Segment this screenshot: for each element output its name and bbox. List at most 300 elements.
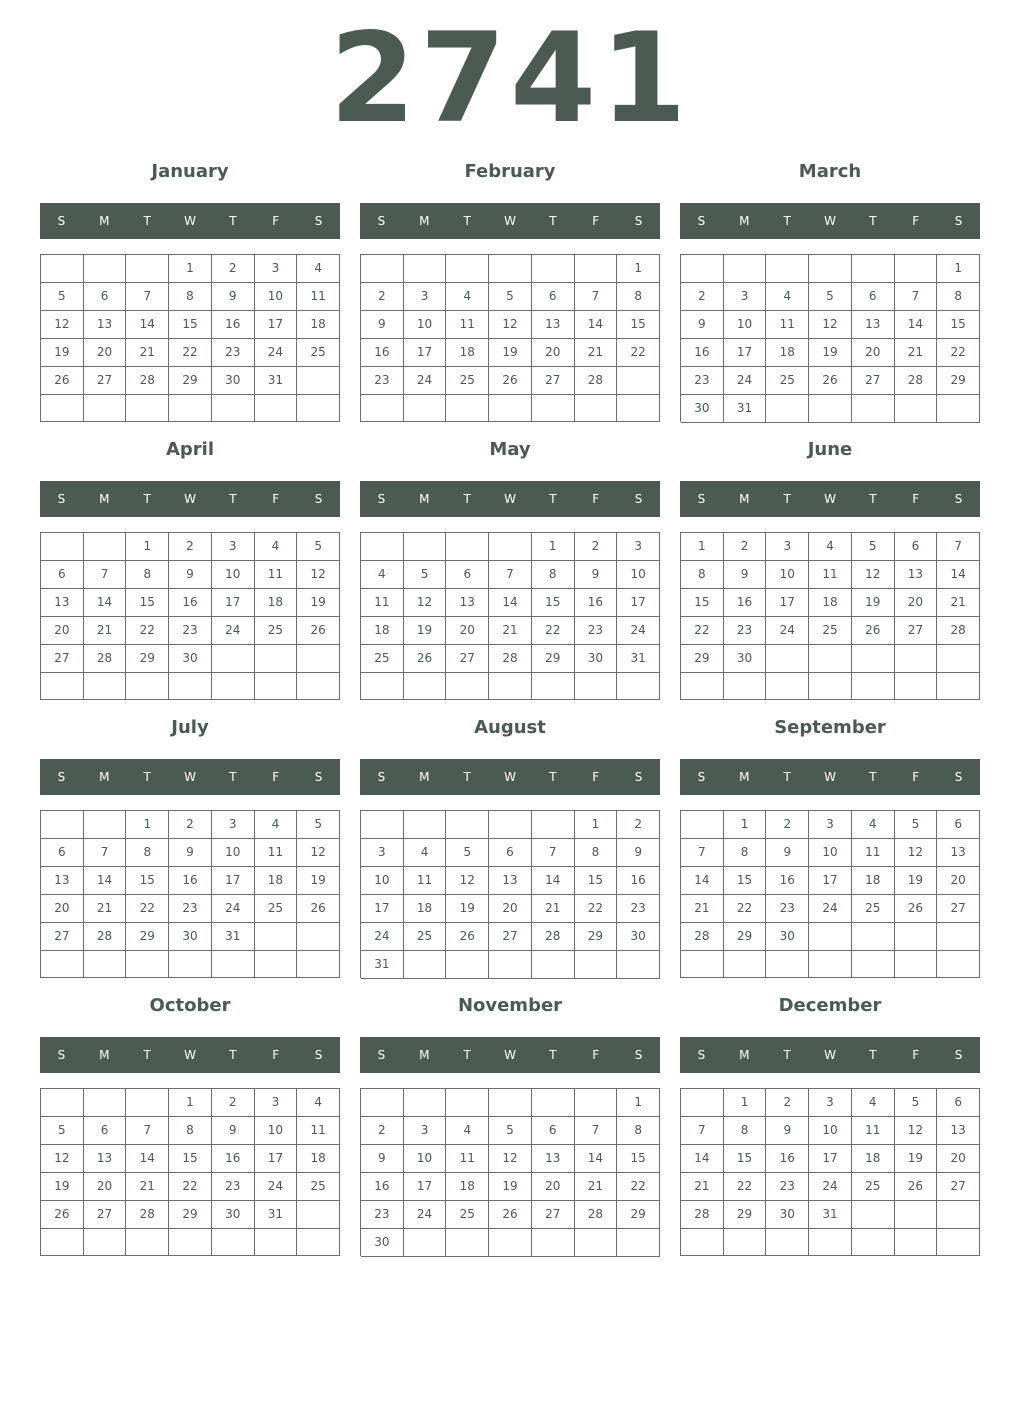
month-title: October — [149, 995, 231, 1016]
day-cell: 27 — [41, 923, 84, 951]
day-cell: 3 — [766, 533, 809, 561]
day-cell: 25 — [404, 923, 447, 951]
day-cell: 1 — [937, 255, 980, 283]
empty-day-cell — [169, 673, 212, 700]
day-cell: 4 — [766, 283, 809, 311]
empty-day-cell — [681, 811, 724, 839]
empty-day-cell — [41, 1229, 84, 1256]
weekday-header — [680, 481, 980, 517]
empty-day-cell — [617, 1229, 660, 1257]
empty-day-cell — [255, 923, 298, 951]
day-cell: 19 — [895, 1145, 938, 1173]
day-cell: 31 — [617, 645, 660, 673]
day-cell: 11 — [361, 589, 404, 617]
day-cell: 21 — [681, 895, 724, 923]
day-cell: 31 — [809, 1201, 852, 1229]
day-cell: 13 — [41, 589, 84, 617]
day-cell: 9 — [766, 839, 809, 867]
day-cell: 5 — [895, 811, 938, 839]
day-cell: 13 — [852, 311, 895, 339]
empty-day-cell — [681, 255, 724, 283]
day-cell: 29 — [169, 1201, 212, 1229]
month-title: August — [474, 717, 546, 738]
day-cell: 16 — [724, 589, 767, 617]
weekday-header — [40, 203, 340, 239]
day-cell: 24 — [809, 1173, 852, 1201]
day-cell: 27 — [852, 367, 895, 395]
day-cell: 5 — [297, 533, 340, 561]
weekday-label: T — [463, 770, 471, 784]
day-cell: 7 — [84, 561, 127, 589]
empty-day-cell — [446, 951, 489, 979]
day-cell: 28 — [575, 367, 618, 395]
day-cell: 3 — [404, 283, 447, 311]
day-cell: 5 — [446, 839, 489, 867]
weekday-label: M — [99, 770, 110, 784]
day-cell: 10 — [255, 1117, 298, 1145]
day-cell: 28 — [84, 645, 127, 673]
day-cell: 4 — [255, 811, 298, 839]
month-title: November — [457, 995, 563, 1016]
empty-day-cell — [937, 645, 980, 673]
weekday-label: T — [463, 1048, 471, 1062]
weekday-label: M — [419, 770, 430, 784]
day-cell: 28 — [895, 367, 938, 395]
day-cell: 19 — [297, 589, 340, 617]
day-cell: 12 — [297, 561, 340, 589]
day-cell: 7 — [126, 1117, 169, 1145]
weekday-label: M — [99, 492, 110, 506]
weekday-label: T — [143, 492, 151, 506]
day-cell: 24 — [617, 617, 660, 645]
day-cell: 29 — [724, 1201, 767, 1229]
day-cell: 28 — [681, 923, 724, 951]
day-cell: 10 — [724, 311, 767, 339]
day-cell: 13 — [937, 1117, 980, 1145]
day-cell: 12 — [852, 561, 895, 589]
empty-day-cell — [404, 811, 447, 839]
weekday-label: F — [272, 492, 280, 506]
day-cell: 15 — [169, 1145, 212, 1173]
weekday-label: M — [99, 1048, 110, 1062]
day-cell: 24 — [255, 1173, 298, 1201]
day-cell: 2 — [766, 1089, 809, 1117]
day-cell: 8 — [724, 839, 767, 867]
day-cell: 13 — [937, 839, 980, 867]
day-cell: 19 — [489, 1173, 532, 1201]
month-title: March — [798, 161, 862, 182]
day-cell: 26 — [297, 617, 340, 645]
weekday-label: S — [634, 214, 643, 228]
day-cell: 21 — [532, 895, 575, 923]
empty-day-cell — [937, 1229, 980, 1256]
empty-day-cell — [404, 395, 447, 422]
day-cell: 19 — [809, 339, 852, 367]
day-cell: 10 — [404, 311, 447, 339]
day-cell: 3 — [255, 255, 298, 283]
day-cell: 1 — [617, 255, 660, 283]
weekday-header — [360, 759, 660, 795]
day-cell: 16 — [766, 1145, 809, 1173]
day-cell: 8 — [617, 1117, 660, 1145]
day-cell: 30 — [766, 1201, 809, 1229]
day-cell: 14 — [84, 589, 127, 617]
day-cell: 28 — [126, 1201, 169, 1229]
weekday-label: W — [504, 770, 516, 784]
day-cell: 6 — [852, 283, 895, 311]
day-cell: 15 — [617, 1145, 660, 1173]
empty-day-cell — [937, 395, 980, 423]
weekday-label: T — [143, 1048, 151, 1062]
day-cell: 8 — [169, 1117, 212, 1145]
day-cell: 9 — [169, 561, 212, 589]
weekday-label: T — [463, 214, 471, 228]
day-cell: 14 — [532, 867, 575, 895]
weekday-label: W — [184, 1048, 196, 1062]
day-cell: 23 — [617, 895, 660, 923]
empty-day-cell — [404, 673, 447, 700]
day-cell: 26 — [809, 367, 852, 395]
day-cell: 1 — [169, 255, 212, 283]
day-cell: 2 — [766, 811, 809, 839]
empty-day-cell — [84, 951, 127, 978]
empty-day-cell — [404, 951, 447, 979]
day-cell: 29 — [126, 923, 169, 951]
day-cell: 27 — [532, 367, 575, 395]
empty-day-cell — [809, 395, 852, 423]
day-cell: 5 — [297, 811, 340, 839]
day-cell: 18 — [809, 589, 852, 617]
empty-day-cell — [446, 533, 489, 561]
weekday-header — [40, 1037, 340, 1073]
day-cell: 28 — [575, 1201, 618, 1229]
day-cell: 5 — [852, 533, 895, 561]
day-cell: 9 — [361, 311, 404, 339]
weekday-label: T — [229, 492, 237, 506]
day-cell: 25 — [852, 1173, 895, 1201]
day-cell: 24 — [404, 1201, 447, 1229]
day-cell: 21 — [126, 339, 169, 367]
month-title: February — [464, 161, 556, 182]
day-cell: 20 — [84, 339, 127, 367]
day-grid — [360, 810, 660, 978]
weekday-label: S — [954, 1048, 963, 1062]
day-cell: 19 — [41, 339, 84, 367]
day-cell: 2 — [212, 255, 255, 283]
weekday-label: T — [869, 492, 877, 506]
day-cell: 21 — [575, 339, 618, 367]
weekday-label: T — [463, 492, 471, 506]
day-cell: 2 — [361, 1117, 404, 1145]
empty-day-cell — [575, 951, 618, 979]
weekday-label: S — [57, 1048, 66, 1062]
empty-day-cell — [895, 395, 938, 423]
day-cell: 3 — [404, 1117, 447, 1145]
empty-day-cell — [489, 1229, 532, 1257]
empty-day-cell — [446, 255, 489, 283]
weekday-label: S — [634, 492, 643, 506]
weekday-header — [360, 481, 660, 517]
weekday-header — [40, 759, 340, 795]
day-cell: 17 — [212, 589, 255, 617]
empty-day-cell — [809, 645, 852, 673]
day-cell: 17 — [809, 867, 852, 895]
day-cell: 20 — [489, 895, 532, 923]
empty-day-cell — [532, 255, 575, 283]
weekday-label: W — [824, 770, 836, 784]
empty-day-cell — [126, 1089, 169, 1117]
weekday-label: F — [592, 214, 600, 228]
weekday-label: S — [954, 770, 963, 784]
day-cell: 12 — [489, 311, 532, 339]
empty-day-cell — [361, 533, 404, 561]
day-cell: 15 — [126, 589, 169, 617]
day-cell: 21 — [937, 589, 980, 617]
day-cell: 3 — [809, 811, 852, 839]
day-cell: 20 — [852, 339, 895, 367]
empty-day-cell — [446, 1229, 489, 1257]
day-cell: 8 — [126, 561, 169, 589]
day-cell: 1 — [724, 811, 767, 839]
weekday-label: S — [314, 770, 323, 784]
day-cell: 26 — [489, 1201, 532, 1229]
day-cell: 15 — [724, 867, 767, 895]
weekday-label: W — [504, 214, 516, 228]
empty-day-cell — [809, 255, 852, 283]
day-cell: 18 — [446, 339, 489, 367]
day-cell: 30 — [169, 923, 212, 951]
weekday-label: W — [184, 770, 196, 784]
day-cell: 9 — [212, 1117, 255, 1145]
empty-day-cell — [489, 1089, 532, 1117]
day-grid — [40, 1088, 340, 1256]
weekday-label: T — [783, 214, 791, 228]
day-cell: 27 — [41, 645, 84, 673]
day-cell: 25 — [766, 367, 809, 395]
empty-day-cell — [489, 673, 532, 700]
day-cell: 1 — [126, 811, 169, 839]
day-cell: 16 — [681, 339, 724, 367]
empty-day-cell — [126, 1229, 169, 1256]
day-cell: 14 — [126, 1145, 169, 1173]
weekday-label: T — [229, 770, 237, 784]
day-cell: 23 — [169, 617, 212, 645]
weekday-header — [40, 481, 340, 517]
weekday-label: F — [592, 1048, 600, 1062]
day-grid — [360, 1088, 660, 1256]
day-cell: 29 — [575, 923, 618, 951]
empty-day-cell — [895, 951, 938, 978]
weekday-label: S — [57, 492, 66, 506]
day-cell: 22 — [126, 895, 169, 923]
day-cell: 28 — [84, 923, 127, 951]
day-cell: 16 — [212, 311, 255, 339]
empty-day-cell — [84, 255, 127, 283]
day-cell: 31 — [724, 395, 767, 423]
day-cell: 4 — [809, 533, 852, 561]
weekday-header — [680, 759, 980, 795]
empty-day-cell — [852, 255, 895, 283]
day-cell: 6 — [532, 283, 575, 311]
day-cell: 28 — [681, 1201, 724, 1229]
day-cell: 30 — [169, 645, 212, 673]
weekday-label: T — [549, 1048, 557, 1062]
empty-day-cell — [766, 395, 809, 423]
day-cell: 24 — [212, 895, 255, 923]
day-cell: 26 — [41, 1201, 84, 1229]
day-cell: 29 — [532, 645, 575, 673]
day-cell: 24 — [404, 367, 447, 395]
day-cell: 19 — [489, 339, 532, 367]
empty-day-cell — [575, 395, 618, 422]
empty-day-cell — [212, 395, 255, 422]
day-cell: 20 — [41, 617, 84, 645]
day-cell: 21 — [84, 617, 127, 645]
empty-day-cell — [255, 645, 298, 673]
day-cell: 12 — [489, 1145, 532, 1173]
day-cell: 19 — [297, 867, 340, 895]
day-cell: 11 — [404, 867, 447, 895]
day-cell: 25 — [255, 617, 298, 645]
day-cell: 30 — [724, 645, 767, 673]
weekday-label: S — [697, 492, 706, 506]
empty-day-cell — [724, 951, 767, 978]
weekday-label: T — [783, 1048, 791, 1062]
empty-day-cell — [575, 1089, 618, 1117]
weekday-label: M — [739, 770, 750, 784]
day-cell: 18 — [766, 339, 809, 367]
day-cell: 19 — [852, 589, 895, 617]
day-cell: 10 — [809, 839, 852, 867]
day-cell: 7 — [681, 839, 724, 867]
day-cell: 13 — [41, 867, 84, 895]
day-cell: 18 — [446, 1173, 489, 1201]
empty-day-cell — [532, 673, 575, 700]
empty-day-cell — [532, 951, 575, 979]
day-cell: 12 — [895, 839, 938, 867]
empty-day-cell — [446, 811, 489, 839]
year-title: 2741 — [329, 7, 691, 151]
day-cell: 6 — [895, 533, 938, 561]
empty-day-cell — [41, 395, 84, 422]
empty-day-cell — [297, 923, 340, 951]
weekday-label: T — [549, 492, 557, 506]
day-cell: 7 — [84, 839, 127, 867]
day-cell: 28 — [126, 367, 169, 395]
day-cell: 13 — [446, 589, 489, 617]
day-cell: 13 — [489, 867, 532, 895]
weekday-label: S — [57, 214, 66, 228]
day-cell: 15 — [575, 867, 618, 895]
day-cell: 26 — [297, 895, 340, 923]
day-cell: 14 — [575, 1145, 618, 1173]
empty-day-cell — [255, 395, 298, 422]
weekday-label: S — [634, 1048, 643, 1062]
empty-day-cell — [724, 255, 767, 283]
day-cell: 25 — [255, 895, 298, 923]
day-cell: 21 — [84, 895, 127, 923]
empty-day-cell — [532, 395, 575, 422]
weekday-label: F — [592, 770, 600, 784]
day-cell: 1 — [532, 533, 575, 561]
empty-day-cell — [361, 1089, 404, 1117]
weekday-label: M — [99, 214, 110, 228]
empty-day-cell — [766, 1229, 809, 1256]
weekday-label: W — [184, 492, 196, 506]
day-cell: 15 — [937, 311, 980, 339]
day-cell: 30 — [617, 923, 660, 951]
day-grid — [360, 532, 660, 700]
empty-day-cell — [852, 395, 895, 423]
day-cell: 30 — [212, 367, 255, 395]
day-cell: 28 — [532, 923, 575, 951]
empty-day-cell — [895, 645, 938, 673]
day-cell: 19 — [404, 617, 447, 645]
day-cell: 2 — [169, 811, 212, 839]
day-cell: 31 — [255, 367, 298, 395]
empty-day-cell — [126, 255, 169, 283]
day-cell: 11 — [297, 1117, 340, 1145]
day-cell: 11 — [766, 311, 809, 339]
day-cell: 7 — [575, 1117, 618, 1145]
day-cell: 4 — [446, 283, 489, 311]
day-cell: 4 — [852, 1089, 895, 1117]
empty-day-cell — [575, 1229, 618, 1257]
weekday-label: T — [783, 770, 791, 784]
empty-day-cell — [937, 923, 980, 951]
empty-day-cell — [852, 645, 895, 673]
day-cell: 22 — [617, 1173, 660, 1201]
day-cell: 16 — [361, 339, 404, 367]
empty-day-cell — [617, 367, 660, 395]
empty-day-cell — [766, 951, 809, 978]
day-cell: 13 — [895, 561, 938, 589]
empty-day-cell — [84, 1089, 127, 1117]
day-cell: 26 — [404, 645, 447, 673]
day-cell: 6 — [446, 561, 489, 589]
day-grid — [680, 254, 980, 422]
weekday-label: S — [314, 214, 323, 228]
day-cell: 18 — [852, 1145, 895, 1173]
day-cell: 19 — [895, 867, 938, 895]
empty-day-cell — [617, 673, 660, 700]
day-cell: 26 — [489, 367, 532, 395]
day-cell: 12 — [404, 589, 447, 617]
day-cell: 7 — [895, 283, 938, 311]
day-cell: 8 — [575, 839, 618, 867]
day-cell: 1 — [169, 1089, 212, 1117]
month-title: December — [778, 995, 882, 1016]
empty-day-cell — [212, 951, 255, 978]
empty-day-cell — [489, 395, 532, 422]
day-cell: 25 — [809, 617, 852, 645]
day-cell: 5 — [41, 283, 84, 311]
day-cell: 5 — [404, 561, 447, 589]
day-cell: 23 — [766, 1173, 809, 1201]
day-cell: 7 — [937, 533, 980, 561]
weekday-label: S — [377, 214, 386, 228]
day-cell: 4 — [446, 1117, 489, 1145]
empty-day-cell — [169, 951, 212, 978]
weekday-label: T — [869, 770, 877, 784]
empty-day-cell — [532, 1229, 575, 1257]
day-cell: 23 — [575, 617, 618, 645]
empty-day-cell — [809, 923, 852, 951]
day-cell: 20 — [937, 867, 980, 895]
weekday-label: F — [912, 1048, 920, 1062]
day-cell: 26 — [895, 895, 938, 923]
day-cell: 27 — [489, 923, 532, 951]
